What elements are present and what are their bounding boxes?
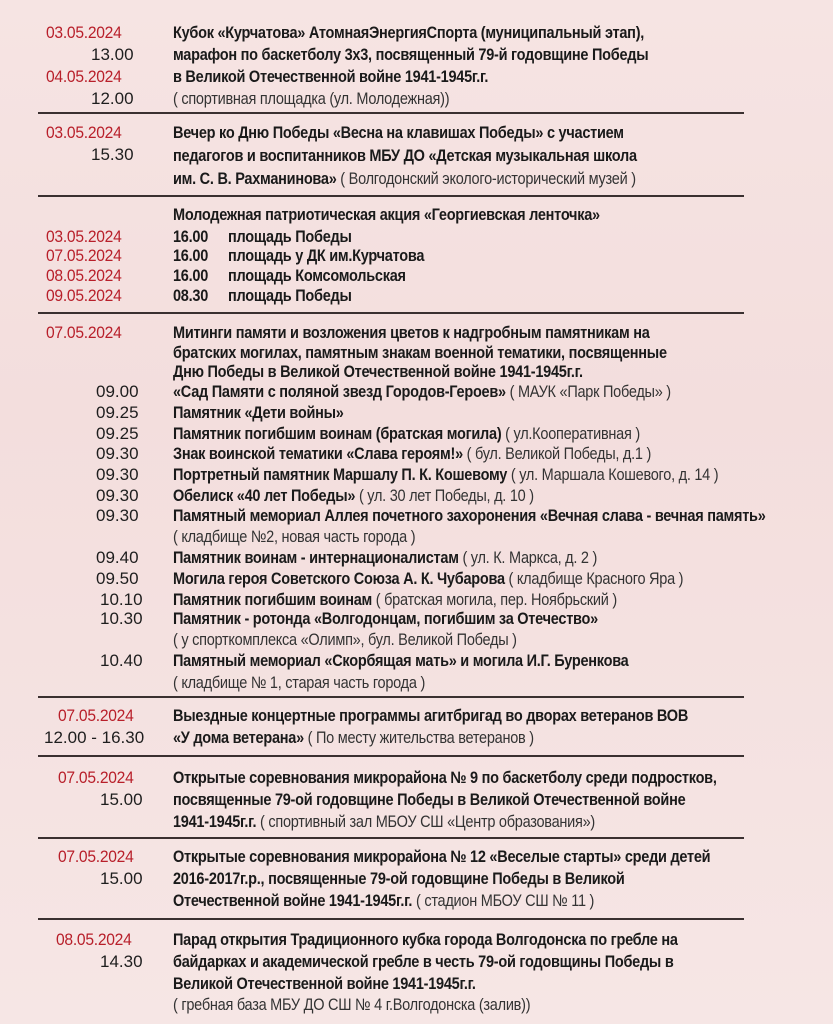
event-location: ( спортивный зал МБОУ СШ «Центр образования») [260, 813, 595, 831]
event-time: 08.30 [173, 287, 209, 305]
event-text [173, 727, 534, 749]
item-time: 09.30 [96, 506, 139, 525]
event-place: площадь Победы [228, 287, 352, 305]
event-text [173, 811, 595, 833]
event-text: 2016-2017г.р., посвященные 79-ой годовщине Победы в Великой [173, 870, 625, 888]
event-date: 03.05.2024 [46, 227, 122, 246]
event-location: ( спортивная площадка (ул. Молодежная)) [173, 90, 450, 108]
item-time: 09.25 [96, 424, 139, 443]
memorial-name: «Сад Памяти с поляной звезд Городов-Героев» [173, 383, 506, 401]
item-time: 09.30 [96, 444, 139, 463]
event-text: Парад открытия Традиционного кубка города Волгодонска по гребле на [173, 931, 678, 949]
event-text: Открытые соревнования микрорайона № 12 «Веселые старты» среди детей [173, 848, 711, 866]
event-time: 12.00 - 16.30 [44, 728, 145, 747]
item-time: 09.25 [96, 403, 139, 422]
event-text: Вечер ко Дню Победы «Весна на клавишах Победы» с участием [173, 124, 624, 142]
memorial-name: Портретный памятник Маршалу П. К. Кошевому [173, 466, 508, 484]
divider [38, 312, 744, 314]
item-text [173, 443, 651, 465]
event-location: ( По месту жительства ветеранов ) [307, 729, 534, 747]
event-text: посвященные 79-ой годовщине Победы в Великой Отечественной войне [173, 791, 686, 809]
memorial-name: Памятник погибшим воинам [173, 591, 373, 609]
item-text [173, 568, 683, 590]
event-time: 15.00 [100, 869, 143, 888]
event-date: 09.05.2024 [46, 286, 122, 305]
memorial-location: ( ул. Маршала Кошевого, д. 14 ) [510, 466, 719, 484]
memorial-location: ( МАУК «Парк Победы» ) [509, 383, 671, 401]
item-text [173, 381, 671, 403]
event-time: 16.00 [173, 267, 209, 285]
event-date: 07.05.2024 [58, 768, 134, 787]
item-text [173, 464, 718, 486]
item-time: 10.30 [100, 609, 143, 628]
event-date: 07.05.2024 [58, 847, 134, 866]
memorial-location: ( братская могила, пер. Ноябрьский ) [375, 591, 617, 609]
event-date: 08.05.2024 [56, 930, 132, 949]
memorial-location: ( ул. 30 лет Победы, д. 10 ) [358, 487, 534, 505]
event-place: площадь Победы [228, 228, 352, 246]
event-time: 16.00 [173, 247, 209, 265]
event-text [173, 168, 636, 190]
event-date: 07.05.2024 [46, 323, 122, 342]
event-text: Открытые соревнования микрорайона № 9 по баскетболу среди подростков, [173, 769, 717, 787]
event-time: 13.00 [91, 45, 134, 64]
memorial-name: Памятник «Дети войны» [173, 404, 344, 422]
memorial-name: Памятник воинам - интернационалистам [173, 549, 459, 567]
memorial-location: ( кладбище № 1, старая часть города ) [173, 674, 426, 692]
event-text: педагогов и воспитанников МБУ ДО «Детская музыкальная школа [173, 147, 637, 165]
divider [38, 195, 744, 197]
event-text: марафон по баскетболу 3х3, посвященный 79-й годовщине Победы [173, 46, 649, 64]
event-date: 04.05.2024 [46, 67, 122, 86]
event-text: «У дома ветерана» [173, 729, 304, 747]
event-date: 03.05.2024 [46, 23, 122, 42]
memorial-name: Памятный мемориал «Скорбящая мать» и могила И.Г. Буренкова [173, 652, 629, 670]
event-text: байдарках и академической гребле в честь 79-ой годовщины Победы в [173, 953, 674, 971]
divider [38, 696, 744, 698]
memorial-location: ( кладбище Красного Яра ) [508, 570, 684, 588]
item-time: 09.30 [96, 486, 139, 505]
memorial-location: ( у спорткомплекса «Олимп», бул. Великой Победы ) [173, 631, 517, 649]
event-text: Митинги памяти и возложения цветов к надгробным памятникам на [173, 324, 650, 342]
item-text [173, 485, 534, 507]
item-time: 10.10 [100, 590, 143, 609]
event-location: ( гребная база МБУ ДО СШ № 4 г.Волгодонска (залив)) [173, 996, 531, 1014]
event-text: Великой Отечественной войне 1941-1945г.г. [173, 975, 476, 993]
event-text: 1941-1945г.г. [173, 813, 257, 831]
memorial-name: Памятник погибшим воинам (братская могила) [173, 425, 502, 443]
divider [38, 755, 744, 757]
event-location: ( стадион МБОУ СШ № 11 ) [415, 892, 595, 910]
event-time: 14.30 [100, 952, 143, 971]
event-text: им. С. В. Рахманинова» [173, 170, 337, 188]
item-time: 10.40 [100, 651, 143, 670]
event-text: Отечественной войне 1941-1945г.г. [173, 892, 413, 910]
memorial-location: ( кладбище №2, новая часть города ) [173, 528, 416, 546]
memorial-location: ( ул. К. Маркса, д. 2 ) [462, 549, 598, 567]
memorial-name: Знак воинской тематики «Слава героям!» [173, 445, 463, 463]
event-time: 12.00 [91, 89, 134, 108]
event-text: братских могилах, памятным знакам военной тематики, посвященные [173, 344, 667, 362]
event-text: Кубок «Курчатова» АтомнаяЭнергияСпорта (муниципальный этап), [173, 24, 645, 42]
item-time: 09.00 [96, 382, 139, 401]
item-text [173, 423, 640, 445]
event-text: Молодежная патриотическая акция «Георгиевская ленточка» [173, 206, 600, 224]
event-date: 03.05.2024 [46, 123, 122, 142]
item-time: 09.40 [96, 548, 139, 567]
divider [38, 112, 744, 114]
item-time: 09.50 [96, 569, 139, 588]
event-time: 15.30 [91, 145, 134, 164]
memorial-name: Могила героя Советского Союза А. К. Чубарова [173, 570, 505, 588]
memorial-location: ( бул. Великой Победы, д.1 ) [466, 445, 652, 463]
item-time: 09.30 [96, 465, 139, 484]
memorial-location: ( ул.Кооперативная ) [505, 425, 640, 443]
event-place: площадь у ДК им.Курчатова [228, 247, 425, 265]
event-location: ( Волгодонский эколого-исторический музей ) [340, 170, 636, 188]
event-text: Дню Победы в Великой Отечественной войне 1941-1945г.г. [173, 363, 583, 381]
event-place: площадь Комсомольская [228, 267, 406, 285]
memorial-name: Памятник - ротонда «Волгодонцам, погибшим за Отечество» [173, 610, 598, 628]
event-text [173, 890, 594, 912]
memorial-name: Обелиск «40 лет Победы» [173, 487, 356, 505]
item-text [173, 547, 597, 569]
event-time: 15.00 [100, 790, 143, 809]
event-date: 07.05.2024 [58, 706, 134, 725]
divider [38, 918, 744, 920]
event-text: в Великой Отечественной войне 1941-1945г.г. [173, 68, 489, 86]
memorial-name: Памятный мемориал Аллея почетного захоронения «Вечная слава - вечная память» [173, 507, 766, 525]
divider [38, 837, 744, 839]
event-date: 07.05.2024 [46, 246, 122, 265]
event-time: 16.00 [173, 228, 209, 246]
event-date: 08.05.2024 [46, 266, 122, 285]
event-text: Выездные концертные программы агитбригад во дворах ветеранов ВОВ [173, 707, 689, 725]
